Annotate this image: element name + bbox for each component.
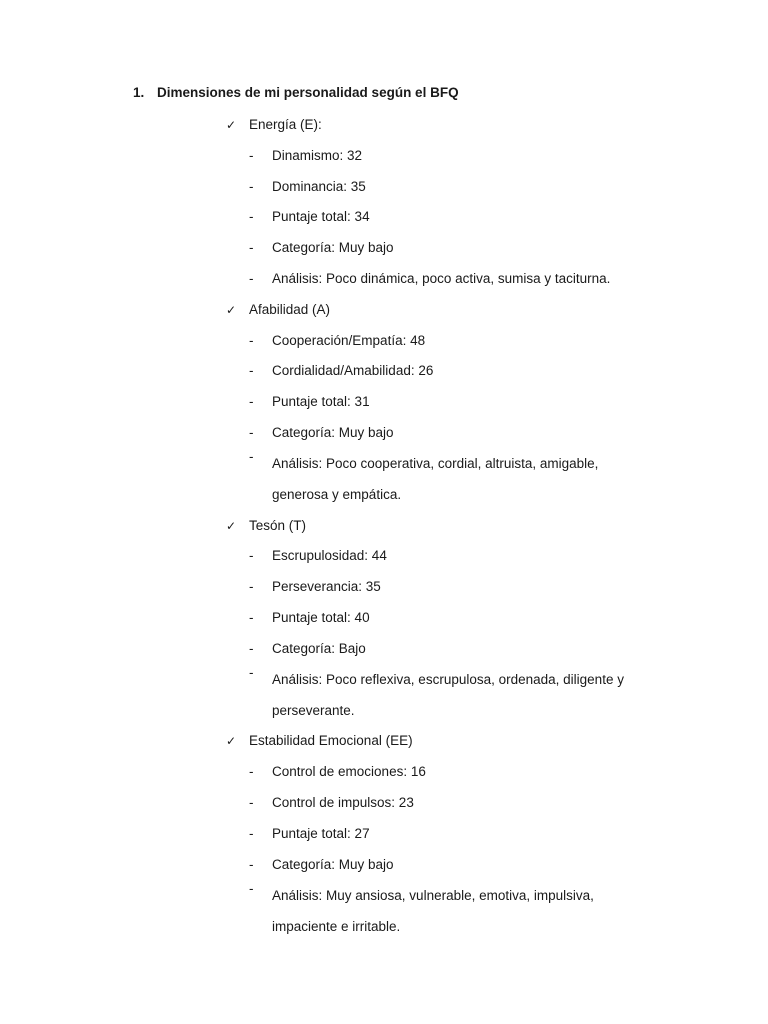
list-item [0, 270, 652, 301]
dash-bullet: - [249, 579, 254, 595]
dash-bullet: - [249, 794, 254, 810]
dash-bullet: - [249, 363, 254, 379]
dash-bullet: - [249, 332, 254, 348]
dimension-title-text: Afabilidad (A) [249, 301, 331, 317]
dash-bullet: - [249, 240, 254, 256]
list-item [0, 763, 652, 794]
dash-bullet: - [249, 394, 254, 410]
list-item-text: Puntaje total: 31 [272, 394, 370, 410]
checkmark-icon: ✓ [226, 302, 237, 317]
list-item [0, 664, 652, 732]
list-item-text: Puntaje total: 27 [272, 825, 370, 841]
dash-bullet: - [249, 880, 254, 896]
dimension-title [0, 732, 768, 763]
list-item-text: Análisis: Muy ansiosa, vulnerable, emotiva, impulsiva, impaciente e irritable. [272, 887, 594, 934]
list-item-text: Categoría: Muy bajo [272, 240, 394, 256]
dash-bullet: - [249, 147, 254, 163]
list-item [0, 239, 652, 270]
list-item-text: Análisis: Poco reflexiva, escrupulosa, ordenada, diligente y perseverante. [272, 672, 624, 719]
list-item-text: Dinamismo: 32 [272, 147, 363, 163]
dash-bullet: - [249, 209, 254, 225]
checkmark-icon: ✓ [226, 118, 237, 132]
dash-bullet: - [249, 665, 254, 681]
dash-bullet: - [249, 640, 254, 656]
list-item-text: Categoría: Muy bajo [272, 856, 394, 872]
list-item [0, 147, 652, 178]
checkmark-icon: ✓ [226, 734, 237, 749]
dash-bullet: - [249, 449, 254, 465]
list-item [0, 332, 652, 363]
list-item-text: Control de emociones: 16 [272, 764, 426, 780]
list-item [0, 547, 652, 578]
list-item-text: Dominancia: 35 [272, 178, 366, 194]
dimension-title [0, 116, 768, 147]
dash-bullet: - [249, 764, 254, 780]
list-item [0, 448, 652, 516]
list-item [0, 825, 652, 856]
list-item-text: Puntaje total: 34 [272, 209, 370, 225]
dimension-title-text: Estabilidad Emocional (EE) [249, 733, 413, 749]
list-item-text: Puntaje total: 40 [272, 609, 370, 625]
list-item-text: Análisis: Poco cooperativa, cordial, altruista, amigable, generosa y empática. [272, 456, 599, 503]
dash-bullet: - [249, 825, 254, 841]
dash-bullet: - [249, 548, 254, 564]
list-item-text: Control de impulsos: 23 [272, 794, 414, 810]
dimension-title [0, 517, 768, 548]
list-item [0, 794, 652, 825]
heading-title: Dimensiones de mi personalidad según el BFQ [157, 85, 459, 100]
list-item [0, 208, 652, 239]
list-item-text: Escrupulosidad: 44 [272, 548, 387, 564]
dimensions-list [0, 116, 768, 948]
list-item [0, 578, 652, 609]
list-item-text: Cordialidad/Amabilidad: 26 [272, 363, 434, 379]
checkmark-icon: ✓ [226, 518, 237, 533]
list-item-text: Análisis: Poco dinámica, poco activa, sumisa y taciturna. [272, 270, 611, 286]
dash-bullet: - [249, 856, 254, 872]
list-item [0, 178, 652, 209]
list-item-text: Categoría: Muy bajo [272, 424, 394, 440]
dash-bullet: - [249, 270, 254, 286]
list-item [0, 362, 652, 393]
dimension-title-text: Energía (E): [249, 117, 322, 132]
list-item-text: Perseverancia: 35 [272, 579, 381, 595]
dimension-title [0, 301, 768, 332]
list-item [0, 609, 652, 640]
dash-bullet: - [249, 609, 254, 625]
list-item-text: Categoría: Bajo [272, 640, 366, 656]
heading-number: 1. [133, 85, 145, 100]
dash-bullet: - [249, 424, 254, 440]
list-item [0, 393, 652, 424]
dimension-title-text: Tesón (T) [249, 517, 307, 533]
section-heading [133, 85, 459, 100]
list-item [0, 880, 652, 948]
dash-bullet: - [249, 178, 254, 194]
list-item-text: Cooperación/Empatía: 48 [272, 332, 426, 348]
